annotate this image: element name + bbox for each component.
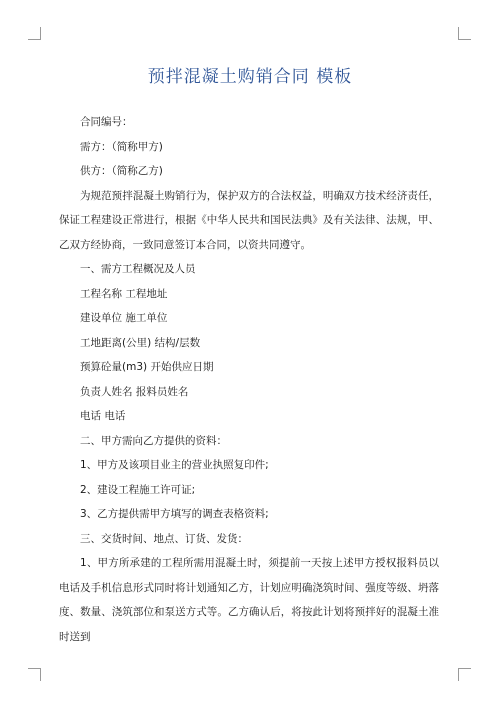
page-corner-mark-top-left [28,27,41,40]
site-distance-line: 工地距离(公里) 结构/层数 [80,336,201,349]
document-body [59,110,439,649]
contract-number-label: 合同编号： [80,116,133,128]
construction-unit-line: 建设单位 施工单位 [80,312,168,324]
seller-line: 供方：（简称乙方) [80,165,163,177]
page-corner-mark-bottom-right [458,668,471,681]
phone-line: 电话 电话 [80,410,126,422]
section-2-item-2: 2、建设工程施工许可证; [80,483,196,496]
budget-volume-line: 预算砼量(m3) 开始供应日期 [80,361,214,373]
responsible-person-line: 负责人姓名 报料员姓名 [80,385,189,398]
section-2-item-1: 1、甲方及该项目业主的营业执照复印件; [80,459,269,471]
section-2-item-3: 3、乙方提供需甲方填写的调查表格资料; [80,508,269,520]
project-name-address-line: 工程名称 工程地址 [80,287,168,300]
page-corner-mark-bottom-left [28,668,41,681]
preamble-paragraph: 为规范预拌混凝土购销行为，保护双方的合法权益，明确双方技术经济责任，保证工程建设正常进行，根据《中华人民共和国民法典》及有关法律、法规，甲、乙双方经协商，一致同意签订本合同，以资共同遵守。 [59,189,439,251]
section-3-title: 三、交货时间、地点、订货、发货： [80,532,248,545]
section-1-title: 一、需方工程概况及人员 [80,263,196,275]
buyer-line: 需方：（简称甲方) [80,140,163,153]
section-2-title: 二、甲方需向乙方提供的资料： [80,434,227,447]
page-corner-mark-top-right [458,27,471,40]
document-title: 预拌混凝土购销合同 模板 [147,67,353,87]
section-3-item-1: 1、甲方所承建的工程所需用混凝土时，须提前一天按上述甲方授权报料员以电话及手机信息形式同时将计划通知乙方，计划应明确浇筑时间、强度等级、坍落度、数量、浇筑部位和泵送方式等。乙方确认后，将按此计划将预拌好的混凝土准时送到 [59,557,439,643]
